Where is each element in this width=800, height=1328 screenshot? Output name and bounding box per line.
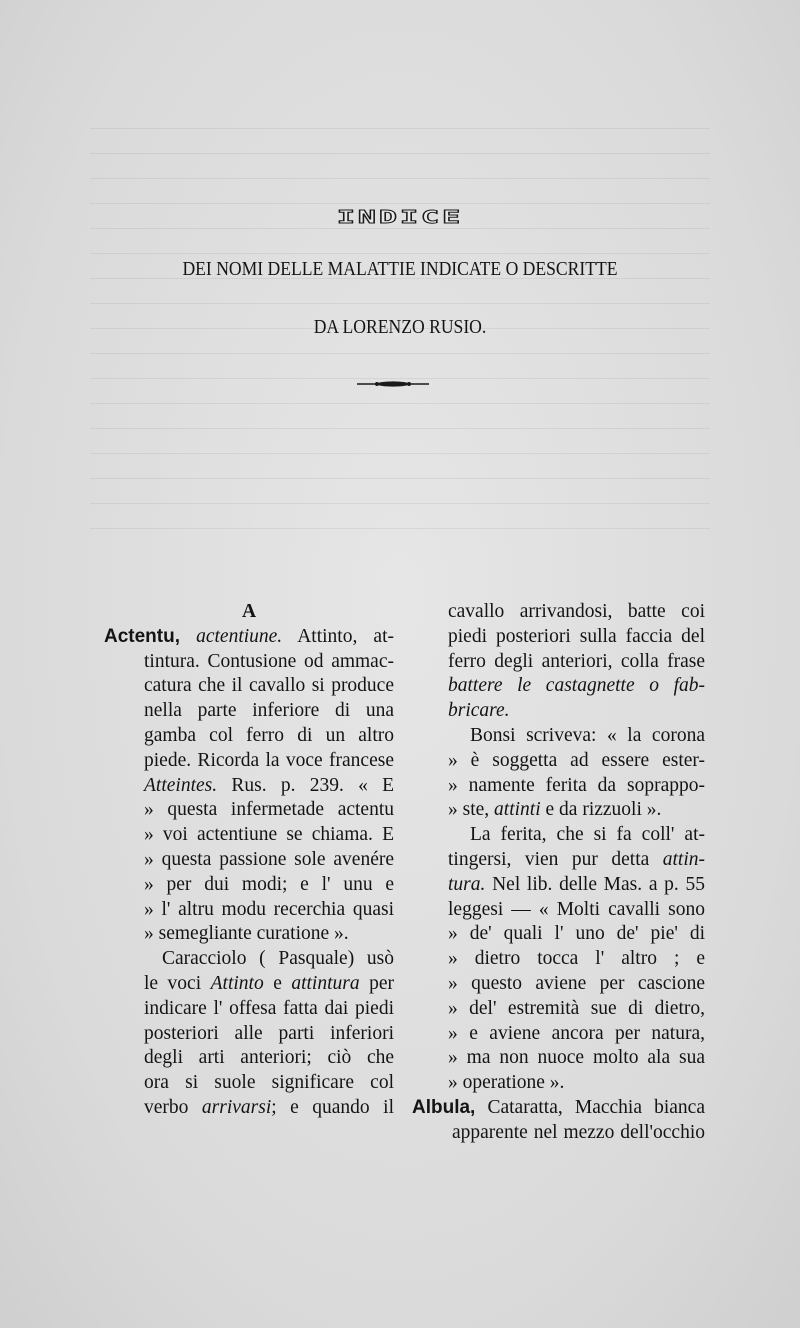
text-line: ora si suole significare col — [144, 1072, 394, 1094]
italic-word: tura. — [448, 873, 486, 895]
page-subtitle-line2: DA LORENZO RUSIO. — [313, 316, 487, 338]
text-line: » è soggetta ad essere ester- — [448, 749, 705, 771]
text-line: degli arti anteriori; ciò che — [144, 1047, 394, 1069]
text-line: » voi actentiune se chiama. E — [144, 824, 394, 846]
italic-word: Attinto — [210, 972, 264, 994]
italic-line: battere le castagnette o fab- — [448, 675, 705, 697]
italic-word: Atteintes. — [144, 774, 218, 796]
text-line: La ferita, che si fa coll' at- — [470, 824, 705, 846]
text-line: » operatione ». — [448, 1072, 565, 1094]
italic-line: bricare. — [448, 700, 510, 722]
text-line: piede. Ricorda la voce francese — [144, 749, 394, 771]
entry-term: Actentu, — [104, 625, 180, 647]
text-span: e — [263, 972, 292, 994]
entry-term: Albula, — [412, 1096, 476, 1118]
text-line: posteriori alle parti inferiori — [144, 1022, 394, 1044]
page-title: INDICE — [336, 207, 464, 228]
text-line: » l' altru modu recerchia quasi — [144, 898, 394, 920]
text-line: Caracciolo ( Pasquale) usò — [162, 948, 394, 970]
italic-word: attinti — [494, 799, 541, 821]
italic-word: attin- — [662, 848, 705, 870]
text-line: » per dui modi; e l' unu e — [144, 873, 394, 895]
text-line: apparente nel mezzo dell'occhio — [452, 1121, 705, 1143]
text-line: nella parte inferiore di una — [144, 700, 394, 722]
entry-head-albula — [412, 1096, 705, 1121]
text-line: » de' quali l' uno de' pie' di — [448, 923, 705, 945]
page-subtitle-line1: DEI NOMI DELLE MALATTIE INDICATE O DESCRITTE — [182, 258, 618, 280]
text-line: cavallo arrivandosi, batte coi — [448, 601, 705, 622]
text-line: » semegliante curatione ». — [144, 923, 349, 945]
text-span: Nel lib. delle Mas. a p. 55 — [485, 873, 705, 895]
entry-text: Cataratta, Macchia bianca — [475, 1096, 705, 1118]
text-line — [412, 798, 705, 823]
text-line — [412, 873, 705, 898]
text-line: » e aviene ancora per natura, — [448, 1022, 705, 1044]
entry-head-actentu — [104, 625, 394, 650]
text-line — [104, 972, 394, 997]
text-line: » dietro tocca l' altro ; e — [448, 948, 705, 970]
text-span: ; e quando il — [271, 1096, 394, 1118]
text-span: tingersi, vien pur detta — [448, 848, 663, 870]
text-span: verbo — [144, 1096, 202, 1118]
text-line: leggesi — « Molti cavalli sono — [448, 898, 705, 920]
text-line: ferro degli anteriori, colla frase — [448, 650, 705, 672]
right-column — [412, 600, 705, 1146]
text-line: gamba col ferro di un altro — [144, 724, 394, 746]
text-line: » questa infermetade actentu — [144, 799, 394, 821]
text-line — [412, 848, 705, 873]
text-line: Bonsi scriveva: « la corona — [470, 724, 705, 746]
text-line: » ma non nuoce molto ala sua — [448, 1047, 705, 1069]
text-span: le voci — [144, 972, 211, 994]
text-line: » questa passione sole avenére — [144, 848, 394, 870]
text-span: Rus. p. 239. « E — [217, 774, 394, 796]
text-line: indicare l' offesa fatta dai piedi — [144, 997, 394, 1019]
text-line: » del' estremità sue di dietro, — [448, 997, 705, 1019]
text-line — [104, 774, 394, 799]
text-span: per — [359, 972, 394, 994]
left-column — [104, 600, 394, 1121]
section-letter: A — [241, 601, 257, 622]
entry-variant: actentiune. — [196, 625, 283, 647]
text-line: catura che il cavallo si produce — [144, 675, 394, 697]
text-line: piedi posteriori sulla faccia del — [448, 625, 705, 647]
text-line — [412, 699, 705, 724]
italic-word: attintura — [291, 972, 360, 994]
text-line: » questo aviene per cascione — [448, 972, 705, 994]
text-line: tintura. Contusione od ammac- — [144, 650, 394, 672]
italic-word: arrivarsi — [201, 1096, 272, 1118]
text-line: » namente ferita da soprappo- — [448, 774, 705, 796]
text-span: » ste, — [448, 799, 495, 821]
text-line — [104, 1096, 394, 1121]
ornament-divider-icon — [355, 375, 431, 391]
text-line — [412, 674, 705, 699]
text-span: e da rizzuoli ». — [540, 799, 662, 821]
entry-text: Attinto, at- — [282, 625, 394, 647]
